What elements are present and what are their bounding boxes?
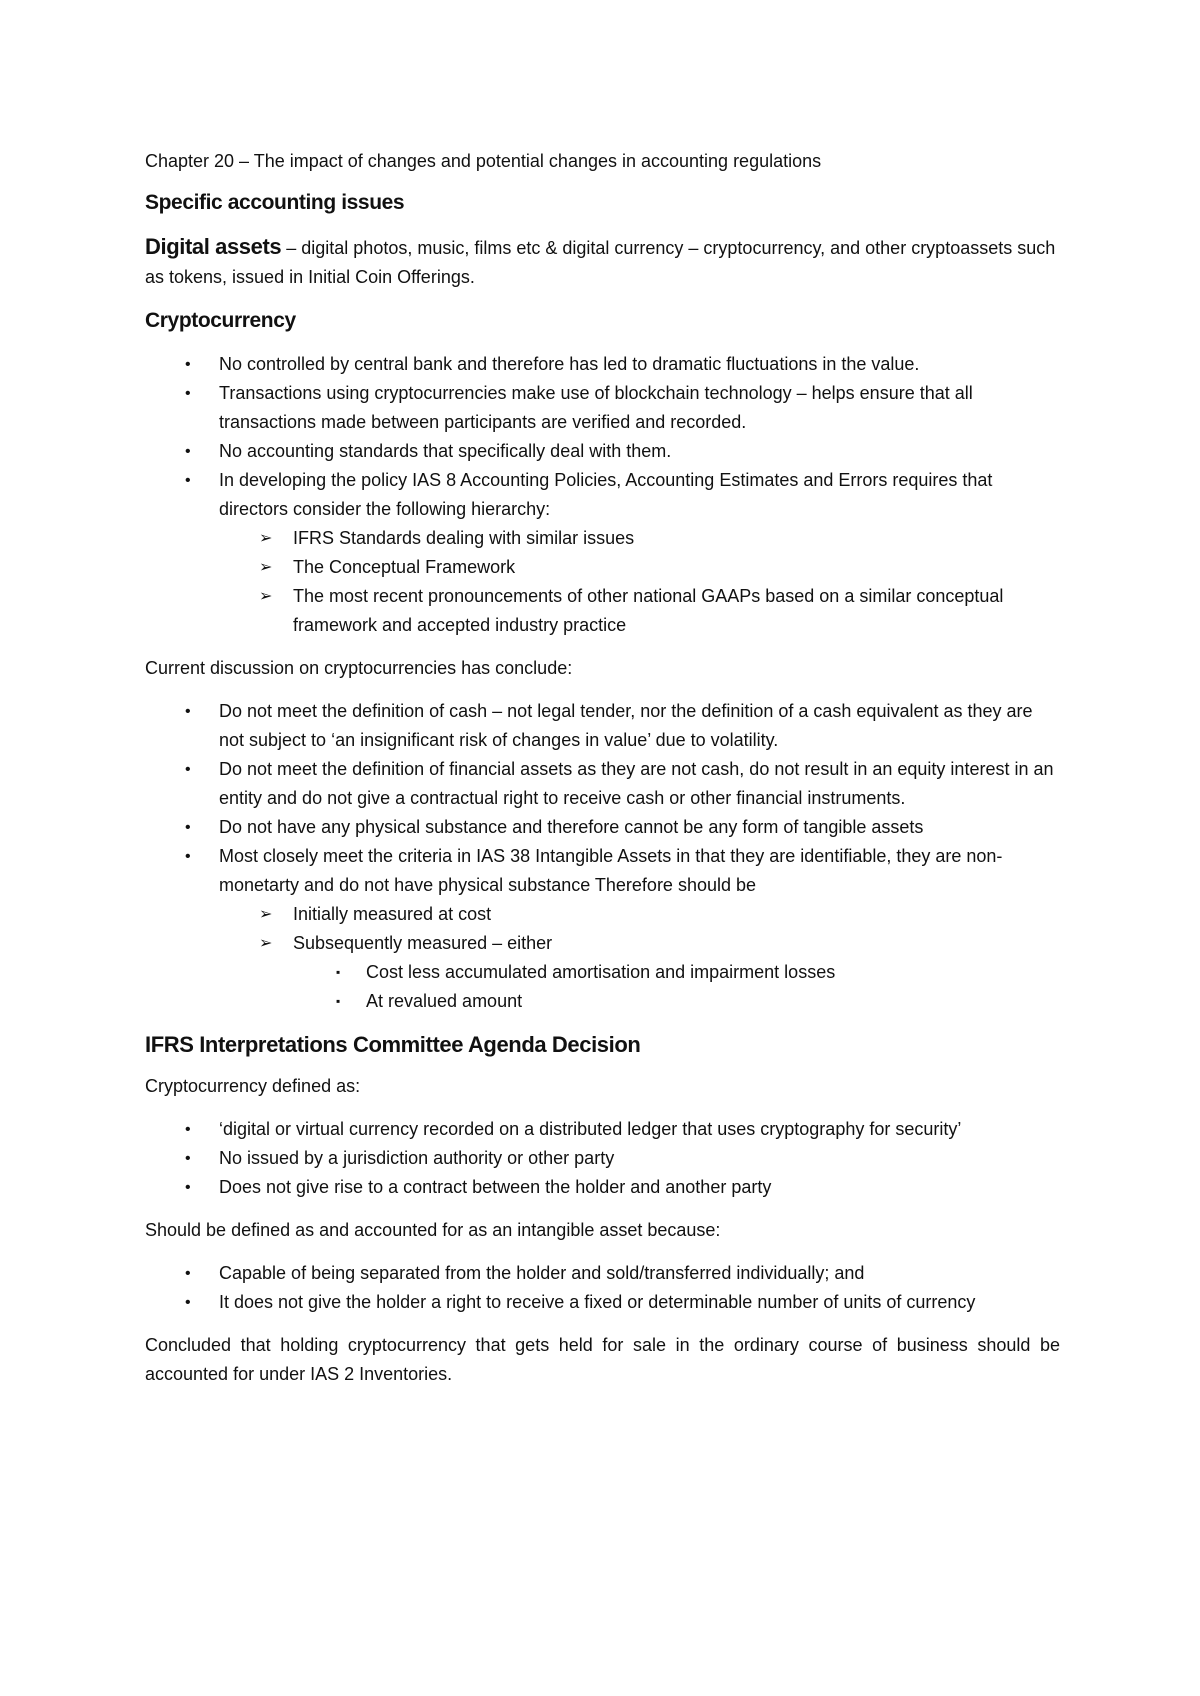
conclusion-paragraph: Concluded that holding cryptocurrency that gets held for sale in the ordinary course of business should be accounted for under IAS 2 Inventories.	[145, 1335, 1060, 1384]
bullet-icon: •	[185, 1150, 191, 1167]
bullet-icon: •	[185, 1294, 191, 1311]
hierarchy-list	[219, 524, 1060, 640]
intangible-bullet-list	[145, 1259, 1060, 1317]
bullet-icon: •	[185, 703, 191, 720]
bullet-icon: •	[185, 848, 191, 865]
list-item: ➢ The Conceptual Framework	[219, 553, 1060, 582]
list-item: ▪ Cost less accumulated amortisation and impairment losses	[293, 958, 1060, 987]
list-item: • Do not have any physical substance and therefore cannot be any form of tangible assets	[145, 813, 1060, 842]
arrow-bullet-icon: ➢	[259, 530, 273, 547]
list-item: • Do not meet the definition of cash – not legal tender, nor the definition of a cash equivalent as they are not subject to ‘an insignificant risk of changes in value’ due to volatility.	[145, 697, 1060, 755]
list-item: ➢ The most recent pronouncements of other national GAAPs based on a similar conceptual framework and accepted industry practice	[219, 582, 1060, 640]
bullet-icon: •	[185, 385, 191, 402]
ifric-heading: IFRS Interpretations Committee Agenda Decision	[145, 1032, 641, 1057]
bullet-icon: •	[185, 1265, 191, 1282]
list-item: ➢ IFRS Standards dealing with similar issues	[219, 524, 1060, 553]
bullet-icon: •	[185, 443, 191, 460]
digital-assets-term: Digital assets	[145, 234, 282, 259]
measurement-list	[219, 900, 1060, 1016]
intangible-intro: Should be defined as and accounted for as an intangible asset because:	[145, 1220, 721, 1240]
arrow-bullet-icon: ➢	[259, 935, 273, 952]
list-item: ➢ Subsequently measured – either ▪ Cost less accumulated amortisation and impairment losses ▪ At revalued amount	[219, 929, 1060, 1016]
discussion-intro: Current discussion on cryptocurrencies has conclude:	[145, 658, 573, 678]
list-item: • Do not meet the definition of financial assets as they are not cash, do not result in an equity interest in an entity and do not give a contractual right to receive cash or other financial instruments.	[145, 755, 1060, 813]
bullet-icon: •	[185, 761, 191, 778]
square-bullet-icon: ▪	[336, 965, 341, 979]
list-item: • ‘digital or virtual currency recorded on a distributed ledger that uses cryptography for security’	[145, 1115, 1060, 1144]
list-item: • No controlled by central bank and therefore has led to dramatic fluctuations in the value.	[145, 350, 1060, 379]
digital-assets-text: – digital photos, music, films etc & digital currency – cryptocurrency, and other cryptoassets such as tokens, issued in Initial Coin Offerings.	[145, 238, 1056, 287]
crypto-heading: Cryptocurrency	[145, 309, 296, 332]
arrow-bullet-icon: ➢	[259, 906, 273, 923]
defined-intro: Cryptocurrency defined as:	[145, 1076, 361, 1096]
list-item: • No accounting standards that specifically deal with them.	[145, 437, 1060, 466]
discussion-bullet-list	[145, 697, 1060, 1016]
list-item: ▪ At revalued amount	[293, 987, 1060, 1016]
defined-bullet-list	[145, 1115, 1060, 1202]
list-item: • In developing the policy IAS 8 Accounting Policies, Accounting Estimates and Errors requires that directors consider the following hierarchy: ➢ IFRS Standards dealing with similar issues ➢ The Conceptual Framework ➢ The most recent pronouncements of other national GAAPs based on a similar conceptual framework and accepted industry practice	[145, 466, 1060, 640]
list-item: • It does not give the holder a right to receive a fixed or determinable number of units of currency	[145, 1288, 1060, 1317]
bullet-icon: •	[185, 819, 191, 836]
bullet-icon: •	[185, 1179, 191, 1196]
bullet-icon: •	[185, 1121, 191, 1138]
chapter-title: Chapter 20 – The impact of changes and potential changes in accounting regulations	[145, 151, 822, 171]
list-item: • No issued by a jurisdiction authority or other party	[145, 1144, 1060, 1173]
list-item: • Capable of being separated from the holder and sold/transferred individually; and	[145, 1259, 1060, 1288]
arrow-bullet-icon: ➢	[259, 588, 273, 605]
arrow-bullet-icon: ➢	[259, 559, 273, 576]
section-title: Specific accounting issues	[145, 191, 405, 214]
square-bullet-icon: ▪	[336, 994, 341, 1008]
list-item: • Does not give rise to a contract between the holder and another party	[145, 1173, 1060, 1202]
bullet-icon: •	[185, 356, 191, 373]
digital-assets-paragraph	[145, 232, 1060, 292]
list-item: • Transactions using cryptocurrencies make use of blockchain technology – helps ensure that all transactions made between participants are verified and recorded.	[145, 379, 1060, 437]
crypto-bullet-list	[145, 350, 1060, 640]
list-item: ➢ Initially measured at cost	[219, 900, 1060, 929]
subsequent-measurement-list	[293, 958, 1060, 1016]
bullet-icon: •	[185, 472, 191, 489]
list-item: • Most closely meet the criteria in IAS 38 Intangible Assets in that they are identifiable, they are non-monetarty and do not have physical substance Therefore should be ➢ Initially measured at cost ➢ Subsequently measured – either ▪ Cost less accumulated amortisation and impairment losses ▪ At revalued amount	[145, 842, 1060, 1016]
